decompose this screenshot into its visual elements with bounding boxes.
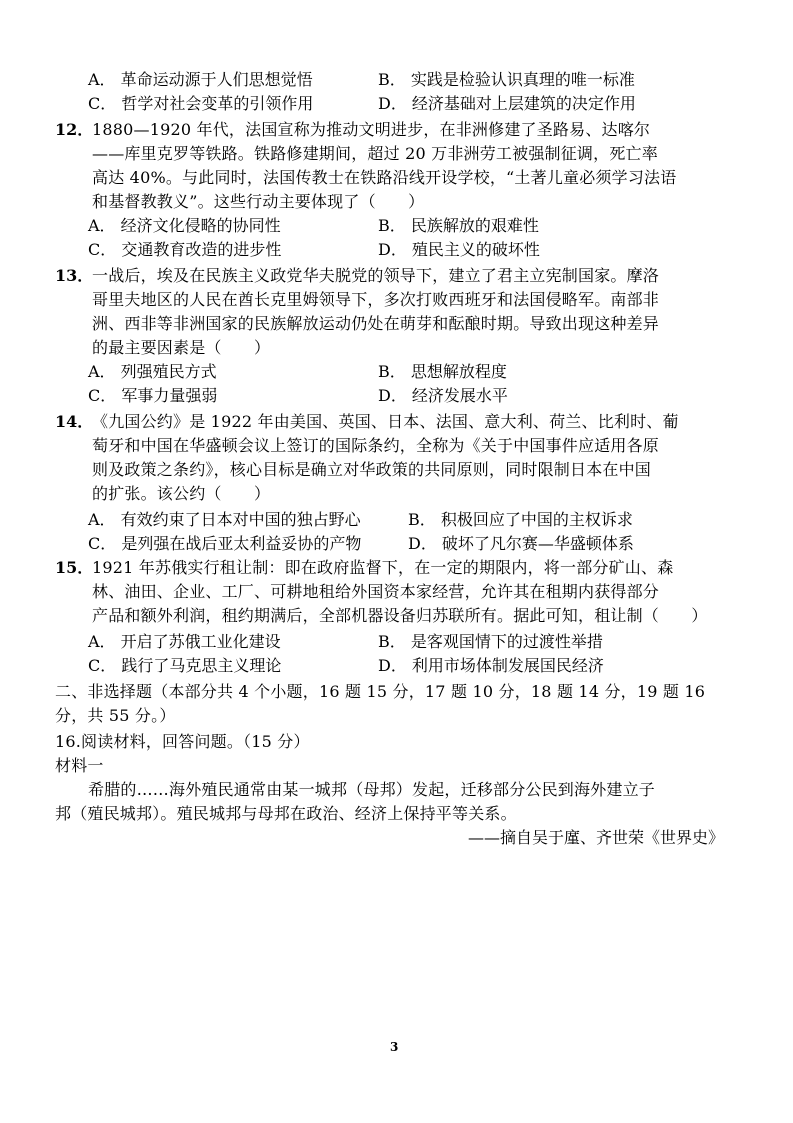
q12-option-b: B． 民族解放的艰难性 [378,216,539,235]
q11-option-b: B． 实践是检验认识真理的唯一标准 [378,70,635,89]
q12-stem-line: ——库里克罗等铁路。铁路修建期间，超过 20 万非洲劳工被强制征调，死亡率 [92,144,658,163]
page-number: 3 [390,1040,399,1054]
material-source: ——摘自吴于廑、齐世荣《世界史》 [468,828,725,847]
q15-option-a: A． 开启了苏俄工业化建设 [88,632,281,651]
q14-stem-line: 《九国公约》是 1922 年由美国、英国、日本、法国、意大利、荷兰、比利时、葡 [92,412,679,431]
q15-option-c: C． 践行了马克思主义理论 [88,656,282,675]
material-text-line: 邦（殖民城邦）。殖民城邦与母邦在政治、经济上保持平等关系。 [55,804,517,823]
material-text-line: 希腊的……海外殖民通常由某一城邦（母邦）发起，迁移部分公民到海外建立子 [88,780,656,799]
q14-option-c: C． 是列强在战后亚太利益妥协的产物 [88,534,362,553]
q14-stem-line: 的扩张。该公约（ ） [92,484,271,503]
q13-stem-line: 洲、西非等非洲国家的民族解放运动仍处在萌芽和酝酿时期。导致出现这种差异 [92,314,660,333]
q15-option-b: B． 是客观国情下的过渡性举措 [378,632,603,651]
q14-stem-line: 则及政策之条约》，核心目标是确立对华政策的共同原则，同时限制日本在中国 [92,460,652,479]
q14-option-a: A． 有效约束了日本对中国的独占野心 [88,510,361,529]
q15-stem-line: 1921 年苏俄实行租让制：即在政府监督下，在一定的期限内，将一部分矿山、森 [92,558,674,577]
q11-option-d: D． 经济基础对上层建筑的决定作用 [378,94,636,113]
q14-option-b: B． 积极回应了中国的主权诉求 [408,510,633,529]
q12-option-c: C． 交通教育改造的进步性 [88,240,282,259]
q12-option-d: D． 殖民主义的破坏性 [378,240,540,259]
q15-stem-line: 产品和额外利润，租约期满后，全部机器设备归苏联所有。据此可知，租让制（ ） [92,606,708,625]
material-label: 材料一 [55,756,104,775]
q13-stem-line: 的最主要因素是（ ） [92,338,271,357]
q15-option-d: D． 利用市场体制发展国民经济 [378,656,604,675]
q15-number: 15． [55,558,94,577]
q13-option-d: D． 经济发展水平 [378,386,508,405]
q13-option-c: C． 军事力量强弱 [88,386,218,405]
q15-stem-line: 林、油田、企业、工厂、可耕地租给外国资本家经营，允许其在租期内获得部分 [92,582,660,601]
section-heading-cont: 分，共 55 分。） [55,706,176,725]
q12-stem-line: 和基督教教义”。这些行动主要体现了（ ） [92,192,425,211]
q12-stem-line: 高达 40%。与此同时，法国传教士在铁路沿线开设学校，“土著儿童必须学习法语 [92,168,677,187]
q13-option-a: A． 列强殖民方式 [88,362,217,381]
q13-stem-line: 哥里夫地区的人民在酋长克里姆领导下，多次打败西班牙和法国侵略军。南部非 [92,290,660,309]
q14-number: 14． [55,412,94,431]
section-heading: 二、非选择题（本部分共 4 个小题，16 题 15 分，17 题 10 分，18 题 14 分，19 题 16 [55,682,706,701]
q12-option-a: A． 经济文化侵略的协同性 [88,216,281,235]
q11-option-c: C． 哲学对社会变革的引领作用 [88,94,314,113]
q13-number: 13． [55,266,94,285]
q14-stem-line: 萄牙和中国在华盛顿会议上签订的国际条约，全称为《关于中国事件应适用各原 [92,436,660,455]
q16-title: 16.阅读材料，回答问题。（15 分） [55,732,310,751]
q13-option-b: B． 思想解放程度 [378,362,507,381]
q12-number: 12． [55,120,94,139]
q13-stem-line: 一战后，埃及在民族主义政党华夫脱党的领导下，建立了君主立宪制国家。摩洛 [92,266,660,285]
q11-option-a: A． 革命运动源于人们思想觉悟 [88,70,313,89]
q14-option-d: D． 破坏了凡尔赛—华盛顿体系 [408,534,634,553]
q12-stem-line: 1880—1920 年代，法国宣称为推动文明进步，在非洲修建了圣路易、达喀尔 [92,120,651,139]
